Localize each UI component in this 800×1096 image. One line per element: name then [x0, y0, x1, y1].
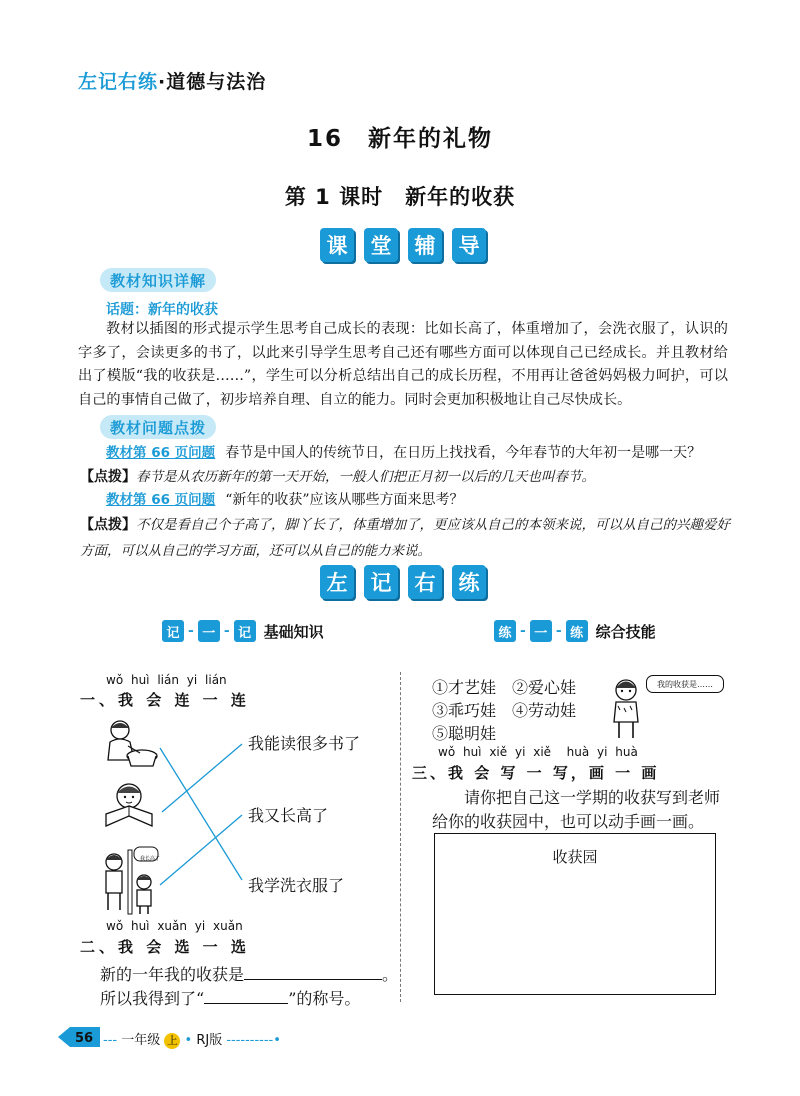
q3-heading: 三、我 会 写 一 写，画 一 画: [412, 764, 660, 782]
hint-label: 【点拨】: [80, 469, 136, 485]
match-option: 我又长高了: [248, 806, 329, 825]
badge-dash: -: [223, 623, 230, 639]
question-text: “新年的收获”应该从哪些方面来思考？: [225, 492, 464, 508]
header-brand: [78, 67, 266, 94]
hint-1: [80, 465, 730, 489]
badge-skills: [494, 620, 656, 642]
q3-pinyin: wǒ huì xiě yi xiě huà yi huà: [438, 745, 638, 759]
choice-item: ⑤聪明娃: [432, 724, 497, 743]
section-heading-knowledge: 教材知识详解: [100, 268, 216, 292]
badge-tile: 练: [494, 620, 516, 642]
q2-pinyin: wǒ huì xuǎn yi xuǎn: [106, 919, 243, 933]
q3-instruction: 请你把自己这一学期的收获写到老师给你的收获园中，也可以动手画一画。: [432, 788, 721, 831]
q2-heading: 二、我 会 选 一 选: [80, 938, 250, 956]
banner-tile: 左: [320, 565, 354, 599]
badge-label: 基础知识: [263, 622, 324, 641]
banner-tile: 记: [364, 565, 398, 599]
harvest-box-title: 收获园: [552, 848, 598, 866]
page-number-badge: [56, 1024, 102, 1050]
fill-sentence-1: [100, 962, 398, 985]
footer-term: 上: [164, 1033, 180, 1049]
banner-tile: 课: [320, 228, 354, 262]
badge-tile: 记: [234, 620, 256, 642]
sentence-text: 新的一年我的收获是: [100, 965, 245, 984]
lesson-title: 16 新年的礼物: [306, 126, 493, 152]
topic-label: 话题：新年的收获: [106, 302, 218, 318]
footer-grade: 一年级: [121, 1033, 161, 1048]
question-tag: 教材第 66 页问题: [106, 492, 216, 508]
banner-tile: 导: [452, 228, 486, 262]
badge-tile: 记: [162, 620, 184, 642]
question-2: [106, 488, 736, 512]
speech-bubble: 我的收获是……: [646, 675, 724, 693]
match-option: 我能读很多书了: [248, 734, 361, 753]
thinking-child-illustration: [604, 676, 648, 742]
speech-bubble-text: 我长高了: [140, 856, 161, 862]
lesson-subtitle: 第 1 课时 新年的收获: [284, 185, 516, 209]
badge-label: 综合技能: [595, 622, 656, 641]
badge-dash: -: [555, 623, 562, 639]
sentence-text: 所以我得到了“: [100, 989, 205, 1008]
q1-pinyin: wǒ huì lián yi lián: [106, 673, 227, 687]
footer-grade-info: --- 一年级 上 • RJ版 ----------•: [103, 1033, 281, 1048]
sentence-text: 。: [382, 965, 399, 984]
answer-blank[interactable]: [244, 965, 382, 980]
fill-sentence-2: [100, 986, 360, 1009]
badge-tile: 一: [530, 620, 552, 642]
banner-practice: [320, 565, 486, 599]
banner-tile: 练: [452, 565, 486, 599]
column-divider: [400, 672, 401, 1002]
answer-blank[interactable]: [204, 989, 288, 1004]
badge-basic-knowledge: [162, 620, 324, 642]
q1-heading: 一、我 会 连 一 连: [80, 691, 250, 709]
hint-2: [80, 512, 730, 564]
hint-text: 春节是从农历新年的第一天开始，一般人们把正月初一以后的几天也叫春节。: [136, 469, 595, 485]
hint-label: 【点拨】: [80, 517, 136, 533]
banner-tile: 辅: [408, 228, 442, 262]
brand-name: 左记右练: [78, 71, 159, 93]
choice-item: ②爱心娃: [512, 678, 577, 697]
choice-item: ④劳动娃: [512, 701, 577, 720]
harvest-garden-box[interactable]: [434, 833, 716, 995]
page-number: 56: [74, 1031, 94, 1046]
badge-tile: 练: [566, 620, 588, 642]
banner-tile: 右: [408, 565, 442, 599]
hint-text: 不仅是看自己个子高了，脚丫长了，体重增加了，更应该从自己的本领来说，可以从自己的兴趣爱好方面，可以从自己的学习方面，还可以从自己的能力来说。: [80, 517, 730, 559]
badge-dash: -: [520, 623, 526, 639]
footer-edition: RJ版: [196, 1033, 223, 1048]
question-1: [106, 441, 736, 465]
choice-item: ③乖巧娃: [432, 701, 497, 720]
knowledge-paragraph: 教材以插图的形式提示学生思考自己成长的表现：比如长高了，体重增加了，会洗衣服了，认识的字多了，会读更多的书了，以此来引导学生思考自己还有哪些方面可以体现自己已经成长。并且教材给出了模版“我的收获是……”，学生可以分析总结出自己的成长历程，不用再让爸爸妈妈极力呵护，可以自己的事情自己做了，初步培养自理、自立的能力。同时会更加积极地让自己尽快成长。: [78, 321, 728, 408]
question-tag: 教材第 66 页问题: [106, 445, 216, 461]
brand-subject: ·道德与法治: [158, 71, 267, 93]
badge-tile: 一: [198, 620, 220, 642]
badge-dash: -: [188, 623, 194, 639]
banner-classroom-guide: [320, 228, 486, 262]
question-text: 春节是中国人的传统节日，在日历上找找看，今年春节的大年初一是哪一天？: [225, 445, 702, 461]
match-option: 我学洗衣服了: [248, 876, 345, 895]
choice-item: ①才艺娃: [432, 678, 497, 697]
matching-lines: [150, 730, 260, 900]
section-heading-questions: 教材问题点拨: [100, 415, 216, 439]
banner-tile: 堂: [364, 228, 398, 262]
sentence-text: ”的称号。: [288, 989, 361, 1008]
